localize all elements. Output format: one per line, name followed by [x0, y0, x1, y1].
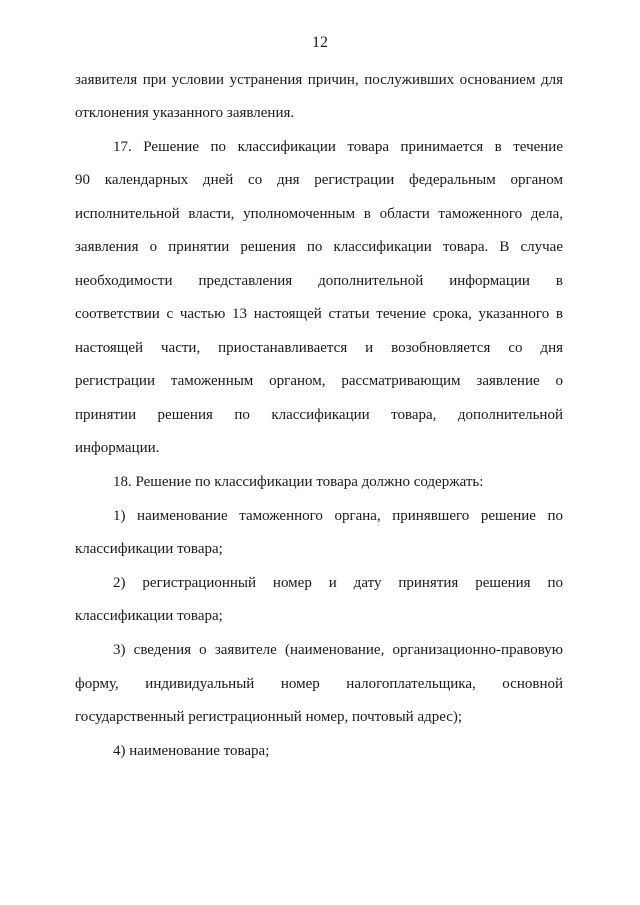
- page-number: 12: [312, 34, 328, 51]
- text-line: форму, индивидуальный номер налогоплательщика, основной: [75, 676, 563, 692]
- text-line: заявления о принятии решения по классификации товара. В случае: [75, 239, 563, 255]
- paragraph-18-first-line: 18. Решение по классификации товара должно содержать:: [113, 474, 484, 490]
- text-line: необходимости представления дополнительной информации в: [75, 273, 563, 289]
- text-line: классификации товара;: [75, 608, 223, 624]
- list-item-2-first-line: 2) регистрационный номер и дату принятия решения по: [113, 575, 563, 591]
- list-item-3-first-line: 3) сведения о заявителе (наименование, организационно-правовую: [113, 642, 563, 658]
- text-line: регистрации таможенным органом, рассматривающим заявление о: [75, 373, 563, 389]
- text-line: отклонения указанного заявления.: [75, 105, 295, 121]
- list-item-1-first-line: 1) наименование таможенного органа, принявшего решение по: [113, 508, 563, 524]
- text-line: соответствии с частью 13 настоящей статьи течение срока, указанного в: [75, 306, 563, 322]
- text-line: исполнительной власти, уполномоченным в области таможенного дела,: [75, 206, 563, 222]
- text-line: классификации товара;: [75, 541, 223, 557]
- text-line: настоящей части, приостанавливается и возобновляется со дня: [75, 340, 563, 356]
- text-line: государственный регистрационный номер, почтовый адрес);: [75, 709, 463, 725]
- text-line: 90 календарных дней со дня регистрации федеральным органом: [75, 172, 563, 188]
- text-line: заявителя при условии устранения причин, послуживших основанием для: [75, 72, 563, 88]
- list-item-4-first-line: 4) наименование товара;: [113, 743, 270, 759]
- text-line: принятии решения по классификации товара, дополнительной: [75, 407, 563, 423]
- text-line: информации.: [75, 440, 160, 456]
- paragraph-17-first-line: 17. Решение по классификации товара принимается в течение: [113, 139, 563, 155]
